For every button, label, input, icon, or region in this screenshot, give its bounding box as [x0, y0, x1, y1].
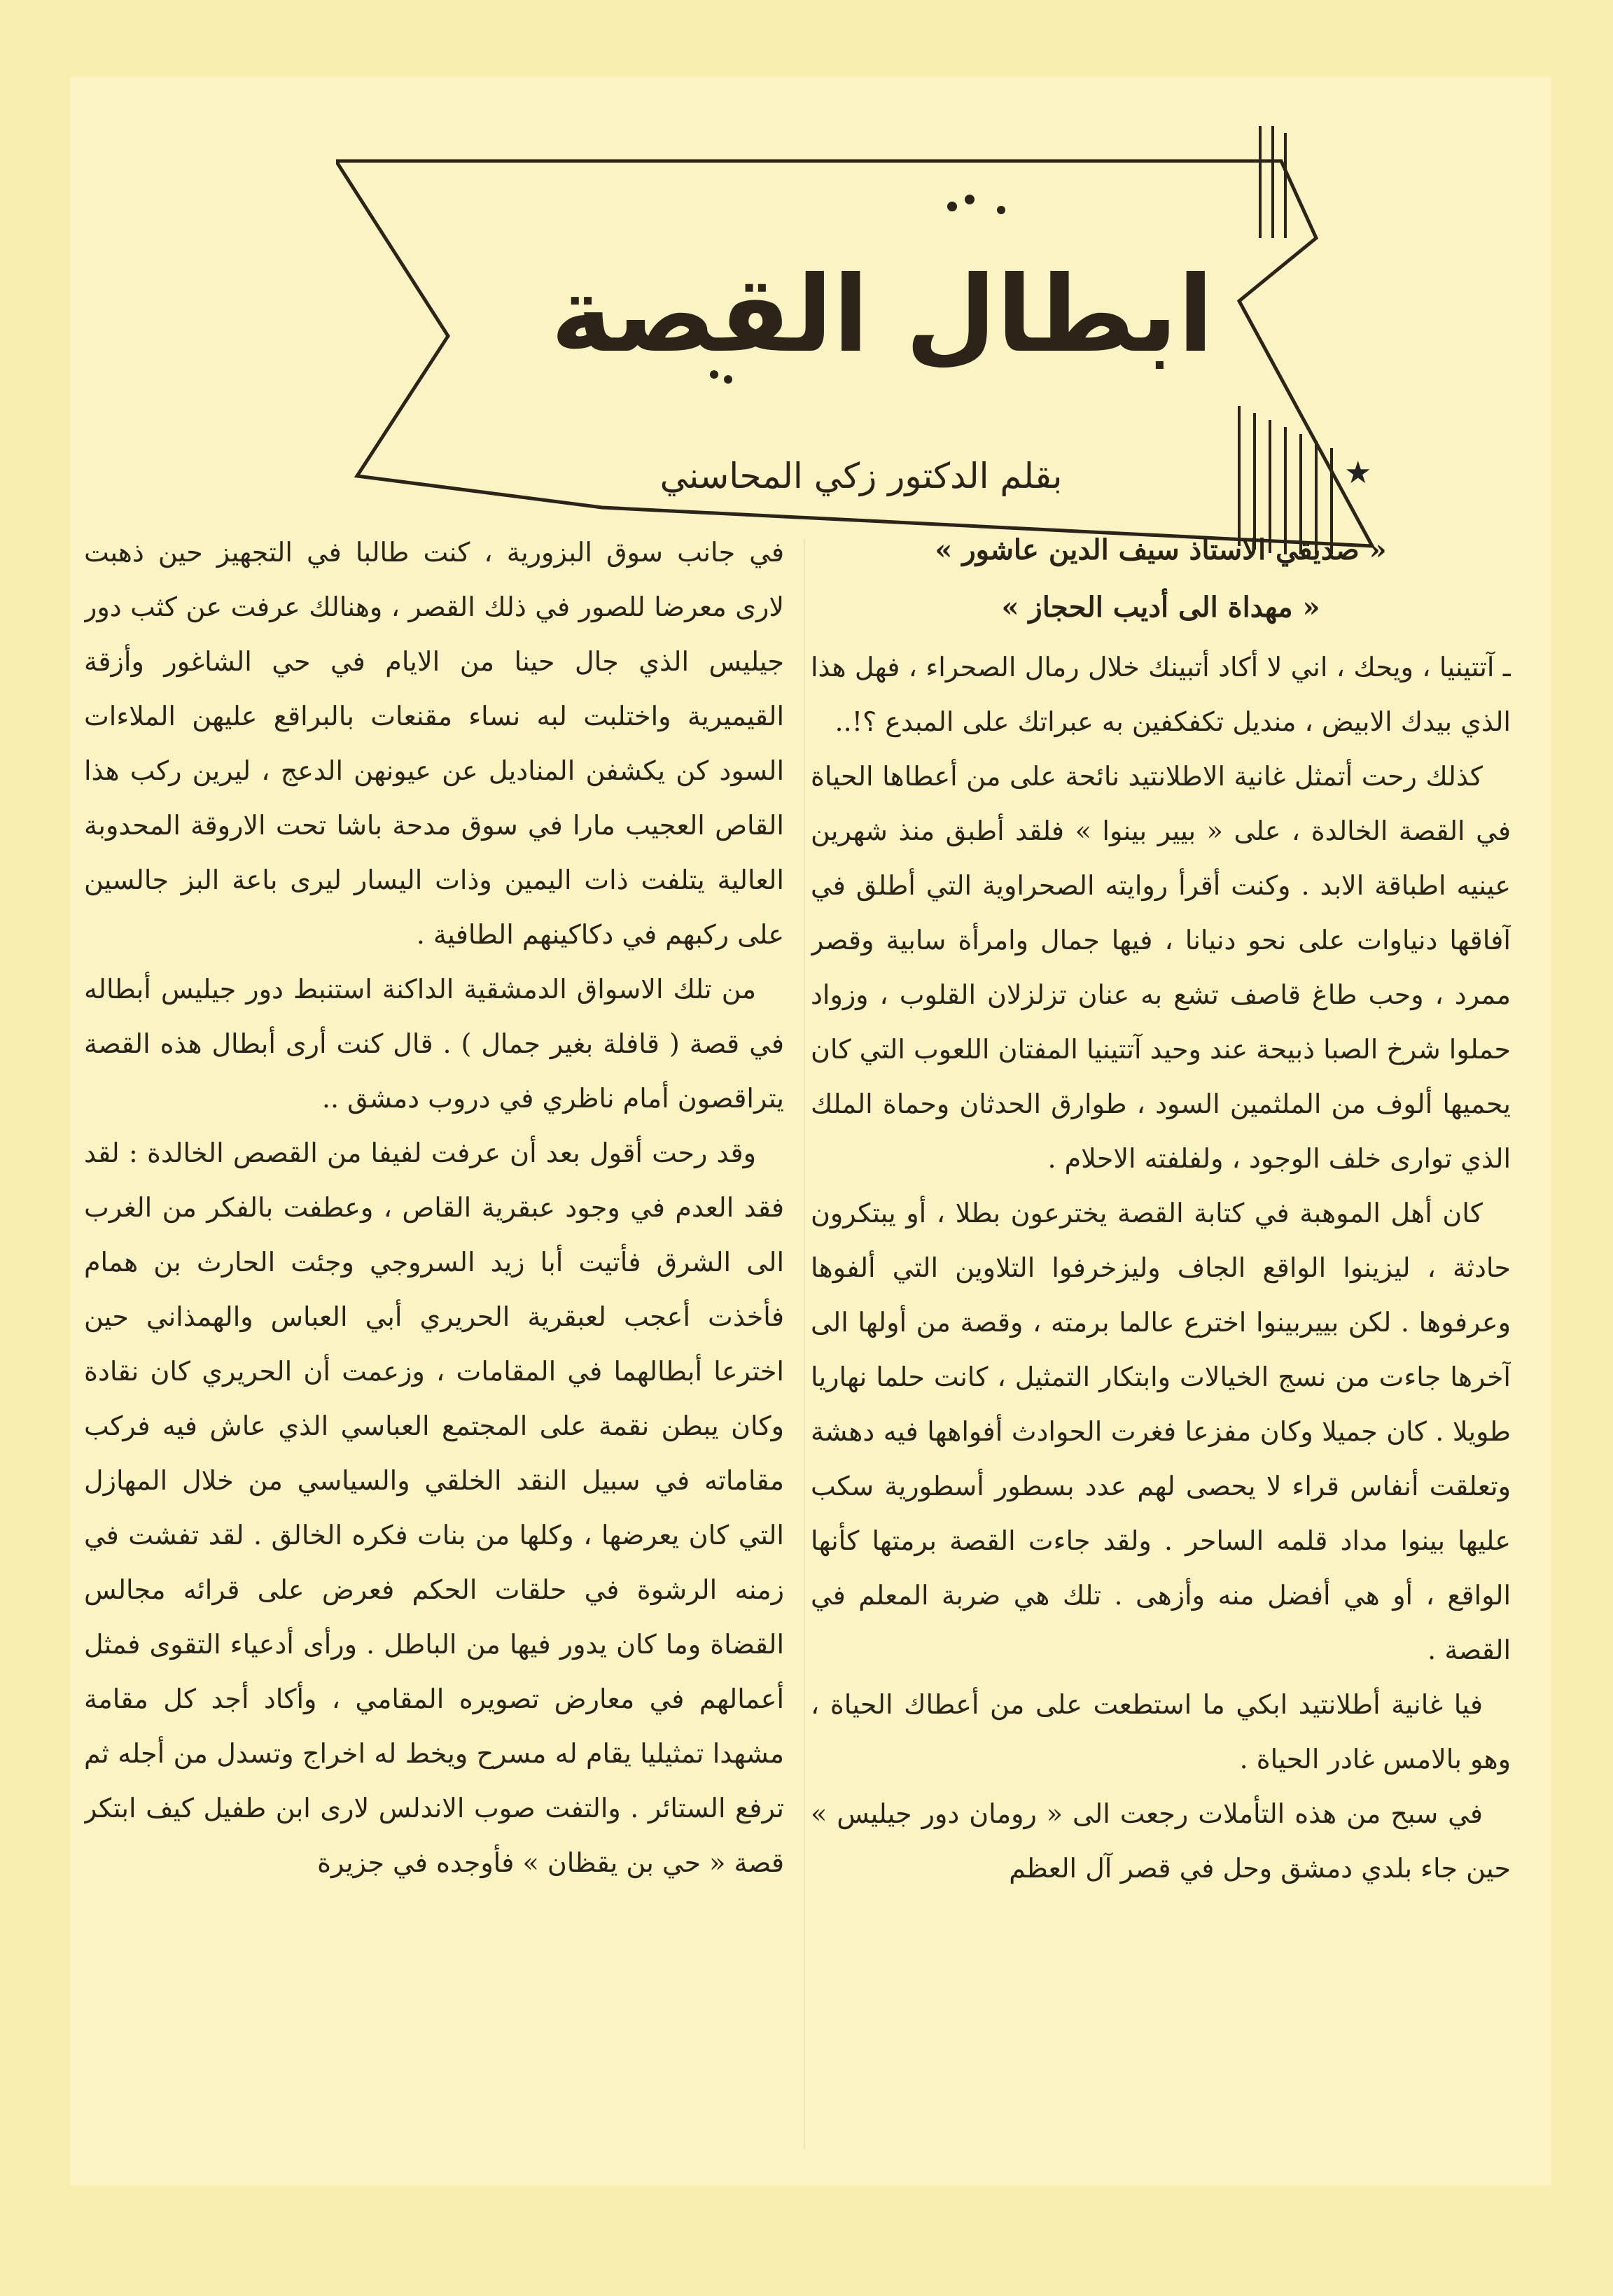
paragraph: وقد رحت أقول بعد أن عرفت لفيفا من القصص الخالدة : لقد فقد العدم في وجود عبقرية القاص ، وعطفت بالفكر من الغرب الى الشرق فأتيت أبا زيد السروجي وجئت الحارث بن همام فأخذت أعجب لعبقرية الحريري أبي العباس والهمذاني حين اخترعا أبطالهما في المقامات ، وزعمت أن الحريري كان نقادة وكان يبطن نقمة على المجتمع العباسي الذي عاش فيه فركب مقاماته في سبيل النقد الخلقي والسياسي من خلال المهازل التي كان يعرضها ، وكلها من بنات فكره الخالق . لقد تفشت في زمنه الرشوة في حلقات الحكم فعرض على قرائه مجالس القضاة وما كان يدور فيها من الباطل . ورأى أدعياء التقوى فمثل أعمالهم في معارض تصويره المقامي ، وأكاد أجد كل مقامة مشهدا تمثيليا يقام له مسرح ويخط له اخراج وتسدل من أجله ثم ترفع الستائر . والتفت صوب الاندلس لارى ابن طفيل كيف ابتكر قصة « حي بن يقظان » فأوجده في جزيرة	[84, 1138, 784, 1878]
title-text: ابطال القصة	[550, 254, 1214, 376]
title-banner	[336, 126, 1428, 574]
paragraph: كذلك رحت أتمثل غانية الاطلانتيد نائحة على من أعطاها الحياة في القصة الخالدة ، على « بيير بينوا » فلقد أطبق منذ شهرين عينيه اطباقة الابد . وكنت أقرأ روايته الصحراوية التي أطلق في آفاقها دنياوات على نحو دنيانا ، فيها جمال وامرأة سابية وقصر ممرد ، وحب طاغ قاصف تشع به عنان تزلزلان القلوب ، وزواد حملوا شرخ الصبا ذبيحة عند وحيد آتتينيا المفتان اللعوب التي كان يحميها ألوف من الملثمين السود ، طوارق الحدثان وحماة الملك الذي توارى خلف الوجود ، ولفلفته الاحلام .	[811, 761, 1511, 1174]
paragraph: كان أهل الموهبة في كتابة القصة يخترعون بطلا ، أو يبتكرون حادثة ، ليزينوا الواقع الجاف وليزخرفوا التلاوين التي ألفوها وعرفوها . لكن بييربينوا اخترع عالما برمته ، وقصة من أولها الى آخرها جاءت من نسج الخيالات وابتكار التمثيل ، كانت حلما نهاريا طويلا . كان جميلا وكان مفزعا فغرت الحوادث أفواهها فيه دهشة وتعلقت أنفاس قراء لا يحصى لهم عدد بسطور أسطورية سكب عليها بينوا مداد قلمه الساحر . ولقد جاءت القصة برمتها كأنها الواقع ، أو هي أفضل منه وأزهى . تلك هي ضربة المعلم في القصة .	[811, 1198, 1511, 1665]
star-icon: ★	[1344, 455, 1372, 491]
paragraph: في سبح من هذه التأملات رجعت الى « رومان دور جيليس » حين جاء بلدي دمشق وحل في قصر آل العظم	[811, 1798, 1511, 1884]
paragraph: من تلك الاسواق الدمشقية الداكنة استنبط دور جيليس أبطاله في قصة ( قافلة بغير جمال ) . قال كنت أرى أبطال هذه القصة يتراقصون أمام ناظري في دروب دمشق ..	[84, 974, 784, 1114]
byline: بقلم الدكتور زكي المحاسني	[659, 456, 1063, 496]
right-column	[811, 525, 1511, 2177]
paragraph: فيا غانية أطلانتيد ابكي ما استطعت على من أعطاك الحياة ، وهو بالامس غادر الحياة .	[811, 1689, 1511, 1774]
magazine-page	[70, 77, 1551, 2185]
paragraph: ـ آتتينيا ، ويحك ، اني لا أكاد أتبينك خلال رمال الصحراء ، فهل هذا الذي بيدك الابيض ، منديل تكفكفين به عبراتك على المبدع ؟!..	[811, 652, 1511, 737]
dedication-line-1: « صديقي الاستاذ سيف الدين عاشور »	[935, 533, 1387, 566]
dedication-line-2: « مهداة الى أديب الحجاز »	[1001, 591, 1320, 624]
column-divider	[804, 539, 805, 2149]
paragraph: في جانب سوق البزورية ، كنت طالبا في التجهيز حين ذهبت لارى معرضا للصور في ذلك القصر ، وهنالك عرفت عن كثب دور جيليس الذي جال حينا من الايام في حي الشاغور وأزقة القيميرية واختلبت لبه نساء مقنعات بالبراقع عليهن الملاءات السود كن يكشفن المناديل عن عيونهن الدعج ، ليرين ركب هذا القاص العجيب مارا في سوق مدحة باشا تحت الاروقة المحدوبة العالية يتلفت ذات اليمين وذات اليسار ليرى باعة البز جالسين على ركبهم في دكاكينهم الطافية .	[84, 537, 784, 950]
left-column	[84, 525, 784, 2177]
